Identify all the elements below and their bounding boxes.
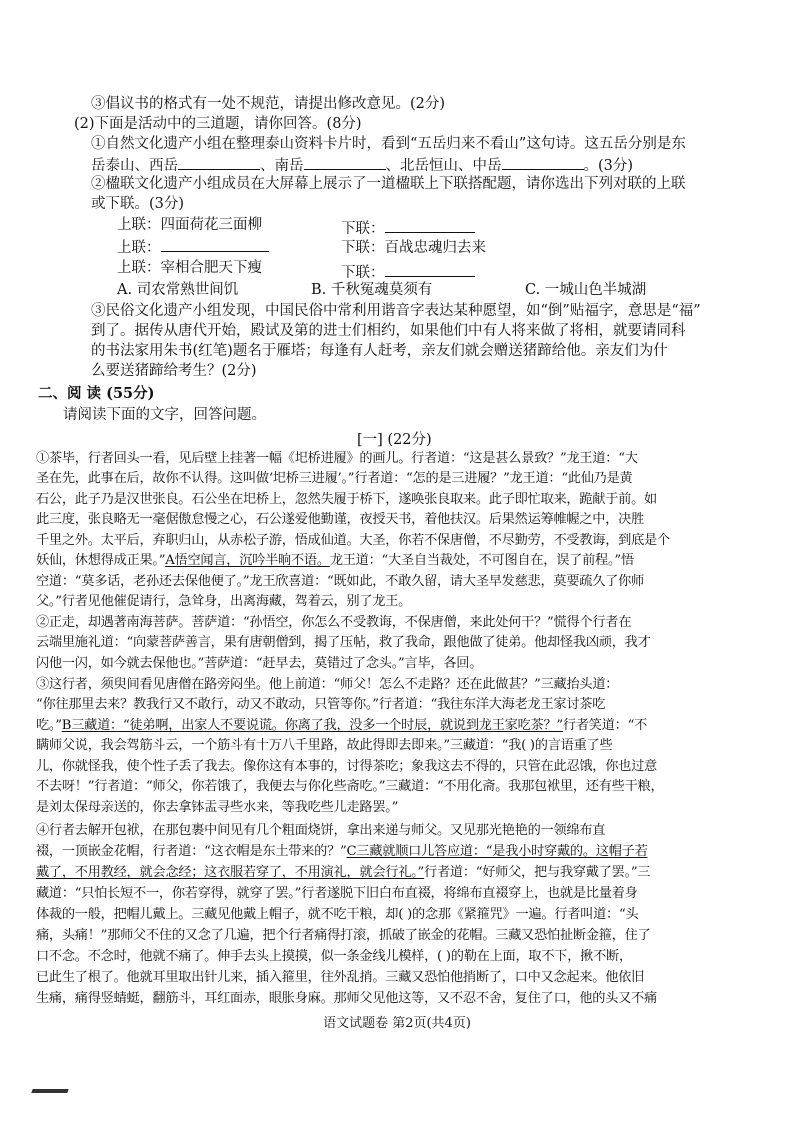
underlined-sentence: A悟空闻言，沉吟半晌不语。 <box>165 553 330 568</box>
nature-question-line-2 <box>91 155 633 175</box>
page-footer: 语文试题卷 第2页(共4页) <box>323 1016 471 1031</box>
passage-line: ④行者去解开包袱，在那包裹中间见有几个粗面烧饼，拿出来递与师父。又见那光艳艳的一领绵布直 <box>36 823 606 838</box>
part-2-intro: (2)下面是活动中的三道题，请你回答。(8分) <box>74 116 362 132</box>
nature-text-a: 岳泰山、西岳 <box>91 158 178 174</box>
passage-line: 云端里施礼道：“向蒙菩萨善言，果有唐朝僧到，揭了压帖，救了我命，跟他做了徒弟。他却怪我凶顽，我才 <box>36 635 651 650</box>
answer-blank-south[interactable] <box>304 155 386 170</box>
passage-line: ②正走，却遇著南海菩萨。菩萨道：“孙悟空，你怎么不受教诲，不保唐僧，来此处何干？”慌得个行者在 <box>36 615 632 630</box>
couplet-3-upper: 上联：宰相合肥天下瘦 <box>117 260 262 276</box>
nature-text-c: 、北岳恒山、中岳 <box>385 158 502 174</box>
reading-instruction: 请阅读下面的文字，回答问题。 <box>63 407 266 423</box>
folk-question-line-1: ③民俗文化遗产小组发现，中国民俗中常利用谐音字表达某种愿望，如“倒”贴福字，意思是“福” <box>91 303 701 319</box>
couplet-2-lower: 下联：百战忠魂归去来 <box>341 240 486 256</box>
passage-line: 圣在先，此事在后，故你不认得。这叫做‘圯桥三进履’。”行者道：“怎的是三进履？”龙王道：“此仙乃是黄 <box>36 471 633 486</box>
couplet-2-upper-label: 上联： <box>117 240 161 256</box>
passage-line: 已此生了根了。他就耳里取出针儿来，插入箍里，往外乱捎。三藏又恐怕他捎断了，口中又念起来。他依旧 <box>36 970 645 985</box>
passage-line: 痛，头痛！”那师父不住的又念了几遍，把个行者痛得打滚，抓破了嵌金的花帽。三藏又恐怕扯断金箍，住了 <box>36 928 651 943</box>
passage-line: 父。”行者见他催促请行，急耸身，出离海藏，驾着云，别了龙王。 <box>36 594 412 609</box>
section-2-heading: 二、阅 读 (55分) <box>38 385 155 402</box>
couplet-2-upper <box>117 237 269 257</box>
answer-blank-central[interactable] <box>502 155 584 170</box>
passage-line: 妖仙，休想得成正果。”A悟空闻言，沉吟半晌不语。龙王道：“大圣自当裁处，不可图自在，误了前程。”悟 <box>36 553 634 568</box>
passage-line: 藏道：“只怕长短不一，你若穿得，就穿了罢。”行者遂脱下旧白布直裰，将绵布直裰穿上，也就是比量着身 <box>36 886 638 901</box>
passage-line: 戴了，不用教经，就会念经；这衣服若穿了，不用演礼，就会行礼。”行者道：“好师父，把与我穿戴了罢。”三 <box>36 865 651 880</box>
passage-line: 闪他一闪，如今就去保他也。”菩萨道：“赶早去，莫错过了念头。”言毕，各回。 <box>36 656 483 671</box>
passage-line: 是刘太保母亲送的，你去拿钵盂寻些水来，等我吃些儿走路罢。” <box>36 800 399 815</box>
couplet-1-lower-blank[interactable] <box>385 218 475 233</box>
passage-line: 不去呀！”行者道：“师父，你若饿了，我便去与你化些斋吃。”三藏道：“不用化斋。我那包袱里，还有些干粮， <box>36 779 664 794</box>
option-c: C. 一城山色半城湖 <box>525 282 647 298</box>
passage-line: 生痛，痛得竖蜻蜓，翻筋斗，耳红面赤，眼胀身麻。那师父见他这等，又不忍不舍，复住了口，他的头又不痛 <box>36 991 657 1006</box>
passage-line: ③这行者，须臾间看见唐僧在路旁闷坐。他上前道：“师父！怎么不走路？还在此做甚？”三藏抬头道： <box>36 677 619 692</box>
couplet-3-lower-label: 下联： <box>341 265 385 281</box>
couplet-2-upper-blank[interactable] <box>161 237 269 252</box>
couplet-1-upper: 上联：四面荷花三面柳 <box>117 217 262 233</box>
passage-line: ①茶毕，行者回头一看，见后壁上挂著一幅《圯桥进履》的画儿。行者道：“这是甚么景致？”龙王道：“大 <box>36 451 638 466</box>
option-a: A. 司农常熟世间饥 <box>117 282 239 298</box>
option-b: B. 千秋冤魂莫须有 <box>311 282 433 298</box>
passage-line: 石公，此子乃是汉世张良。石公坐在圯桥上，忽然失履于桥下，遂唤张良取来。此子即忙取来，跪献于前。如 <box>36 492 657 507</box>
passage-1-header: [一] (22分) <box>357 432 432 448</box>
couplet-question-line-1: ②楹联文化遗产小组成员在大屏幕上展示了一道楹联上下联搭配题，请你选出下列对联的上联 <box>91 176 686 192</box>
couplet-1-lower <box>341 218 475 238</box>
nature-question-line-1: ①自然文化遗产小组在整理泰山资料卡片时，看到“五岳归来不看山”这句诗。这五岳分别是东 <box>91 136 686 152</box>
folk-question-line-4: 么要送猪蹄给考生？(2分) <box>91 363 257 379</box>
underlined-sentence: 戴了，不用教经，就会念经；这衣服若穿了，不用演礼，就会行礼。” <box>36 865 425 880</box>
nature-text-b: 、南岳 <box>260 158 304 174</box>
scan-mark <box>31 1089 68 1093</box>
passage-line: 口不念。不念时，他就不痛了。伸手去头上摸摸，似一条金线儿模样，( )的勒在上面，取不下，揪不断， <box>36 949 632 964</box>
passage-line: 此三度，张良略无一毫倨傲怠慢之心，石公遂爱他勤谨，夜授天书，着他扶汉。后果然运筹帷幄之中，决胜 <box>36 512 645 527</box>
underlined-sentence: C三藏就顺口儿答应道：“是我小时穿戴的。这帽子若 <box>346 844 648 859</box>
answer-blank-west[interactable] <box>178 155 260 170</box>
passage-line: 空道：“莫多话，老孙还去保他便了。”龙王欣喜道：“既如此，不敢久留，请大圣早发慈悲，莫要疏久了你师 <box>36 574 644 589</box>
passage-line: 瞒师父说，我会驾筋斗云，一个筋斗有十万八千里路，故此得即去即来。”三藏道：“我( )的言语重了些 <box>36 738 613 753</box>
passage-line-underlined-c: 裰，一顶嵌金花帽，行者道：“这衣帽是东土带来的？”C三藏就顺口儿答应道：“是我小时穿戴的。这帽子若 <box>36 844 648 859</box>
nature-text-d: 。(3分) <box>583 158 634 174</box>
couplet-3-lower-blank[interactable] <box>385 262 475 277</box>
couplet-question-line-2: 或下联。(3分) <box>91 196 185 212</box>
folk-question-line-3: 的书法家用朱书(红笔)题名于雁塔；每逢有人赶考，亲友们就会赠送猪蹄给他。亲友们为什 <box>91 343 668 359</box>
passage-line: 千里之外。太平后，弃职归山，从赤松子游，悟成仙道。大圣，你若不保唐僧，不尽勤劳，不受教诲，到底是个 <box>36 533 670 548</box>
passage-line: 儿，你就怪我，使个性子丢了我去。像你这有本事的，讨得茶吃；象我这去不得的，只管在此忍饿，你也过意 <box>36 759 657 774</box>
couplet-1-lower-label: 下联： <box>341 221 385 237</box>
passage-line-underlined-b: 吃。”B三藏道：“徒弟啊，出家人不要说谎。你离了我，没多一个时辰，就说到龙王家吃茶？”行者笑道：“不 <box>36 718 648 733</box>
question-3-item: ③倡议书的格式有一处不规范，请提出修改意见。(2分) <box>91 96 446 112</box>
passage-line: 体裁的一般，把帽儿戴上。三藏见他戴上帽子，就不吃干粮，却( )的念那《紧箍咒》一遍。行者叫道：“头 <box>36 907 639 922</box>
folk-question-line-2: 到了。据传从唐代开始，殿试及第的进士们相约，如果他们中有人将来做了将相，就要请同科 <box>91 323 686 339</box>
underlined-sentence: B三藏道：“徒弟啊，出家人不要说谎。你离了我，没多一个时辰，就说到龙王家吃茶？” <box>61 718 563 733</box>
couplet-3-lower <box>341 262 475 282</box>
passage-line: “你往那里去来？教我行又不敢行，动又不敢动，只管等你。”行者道：“我往东洋大海老龙王家讨茶吃 <box>36 697 606 712</box>
